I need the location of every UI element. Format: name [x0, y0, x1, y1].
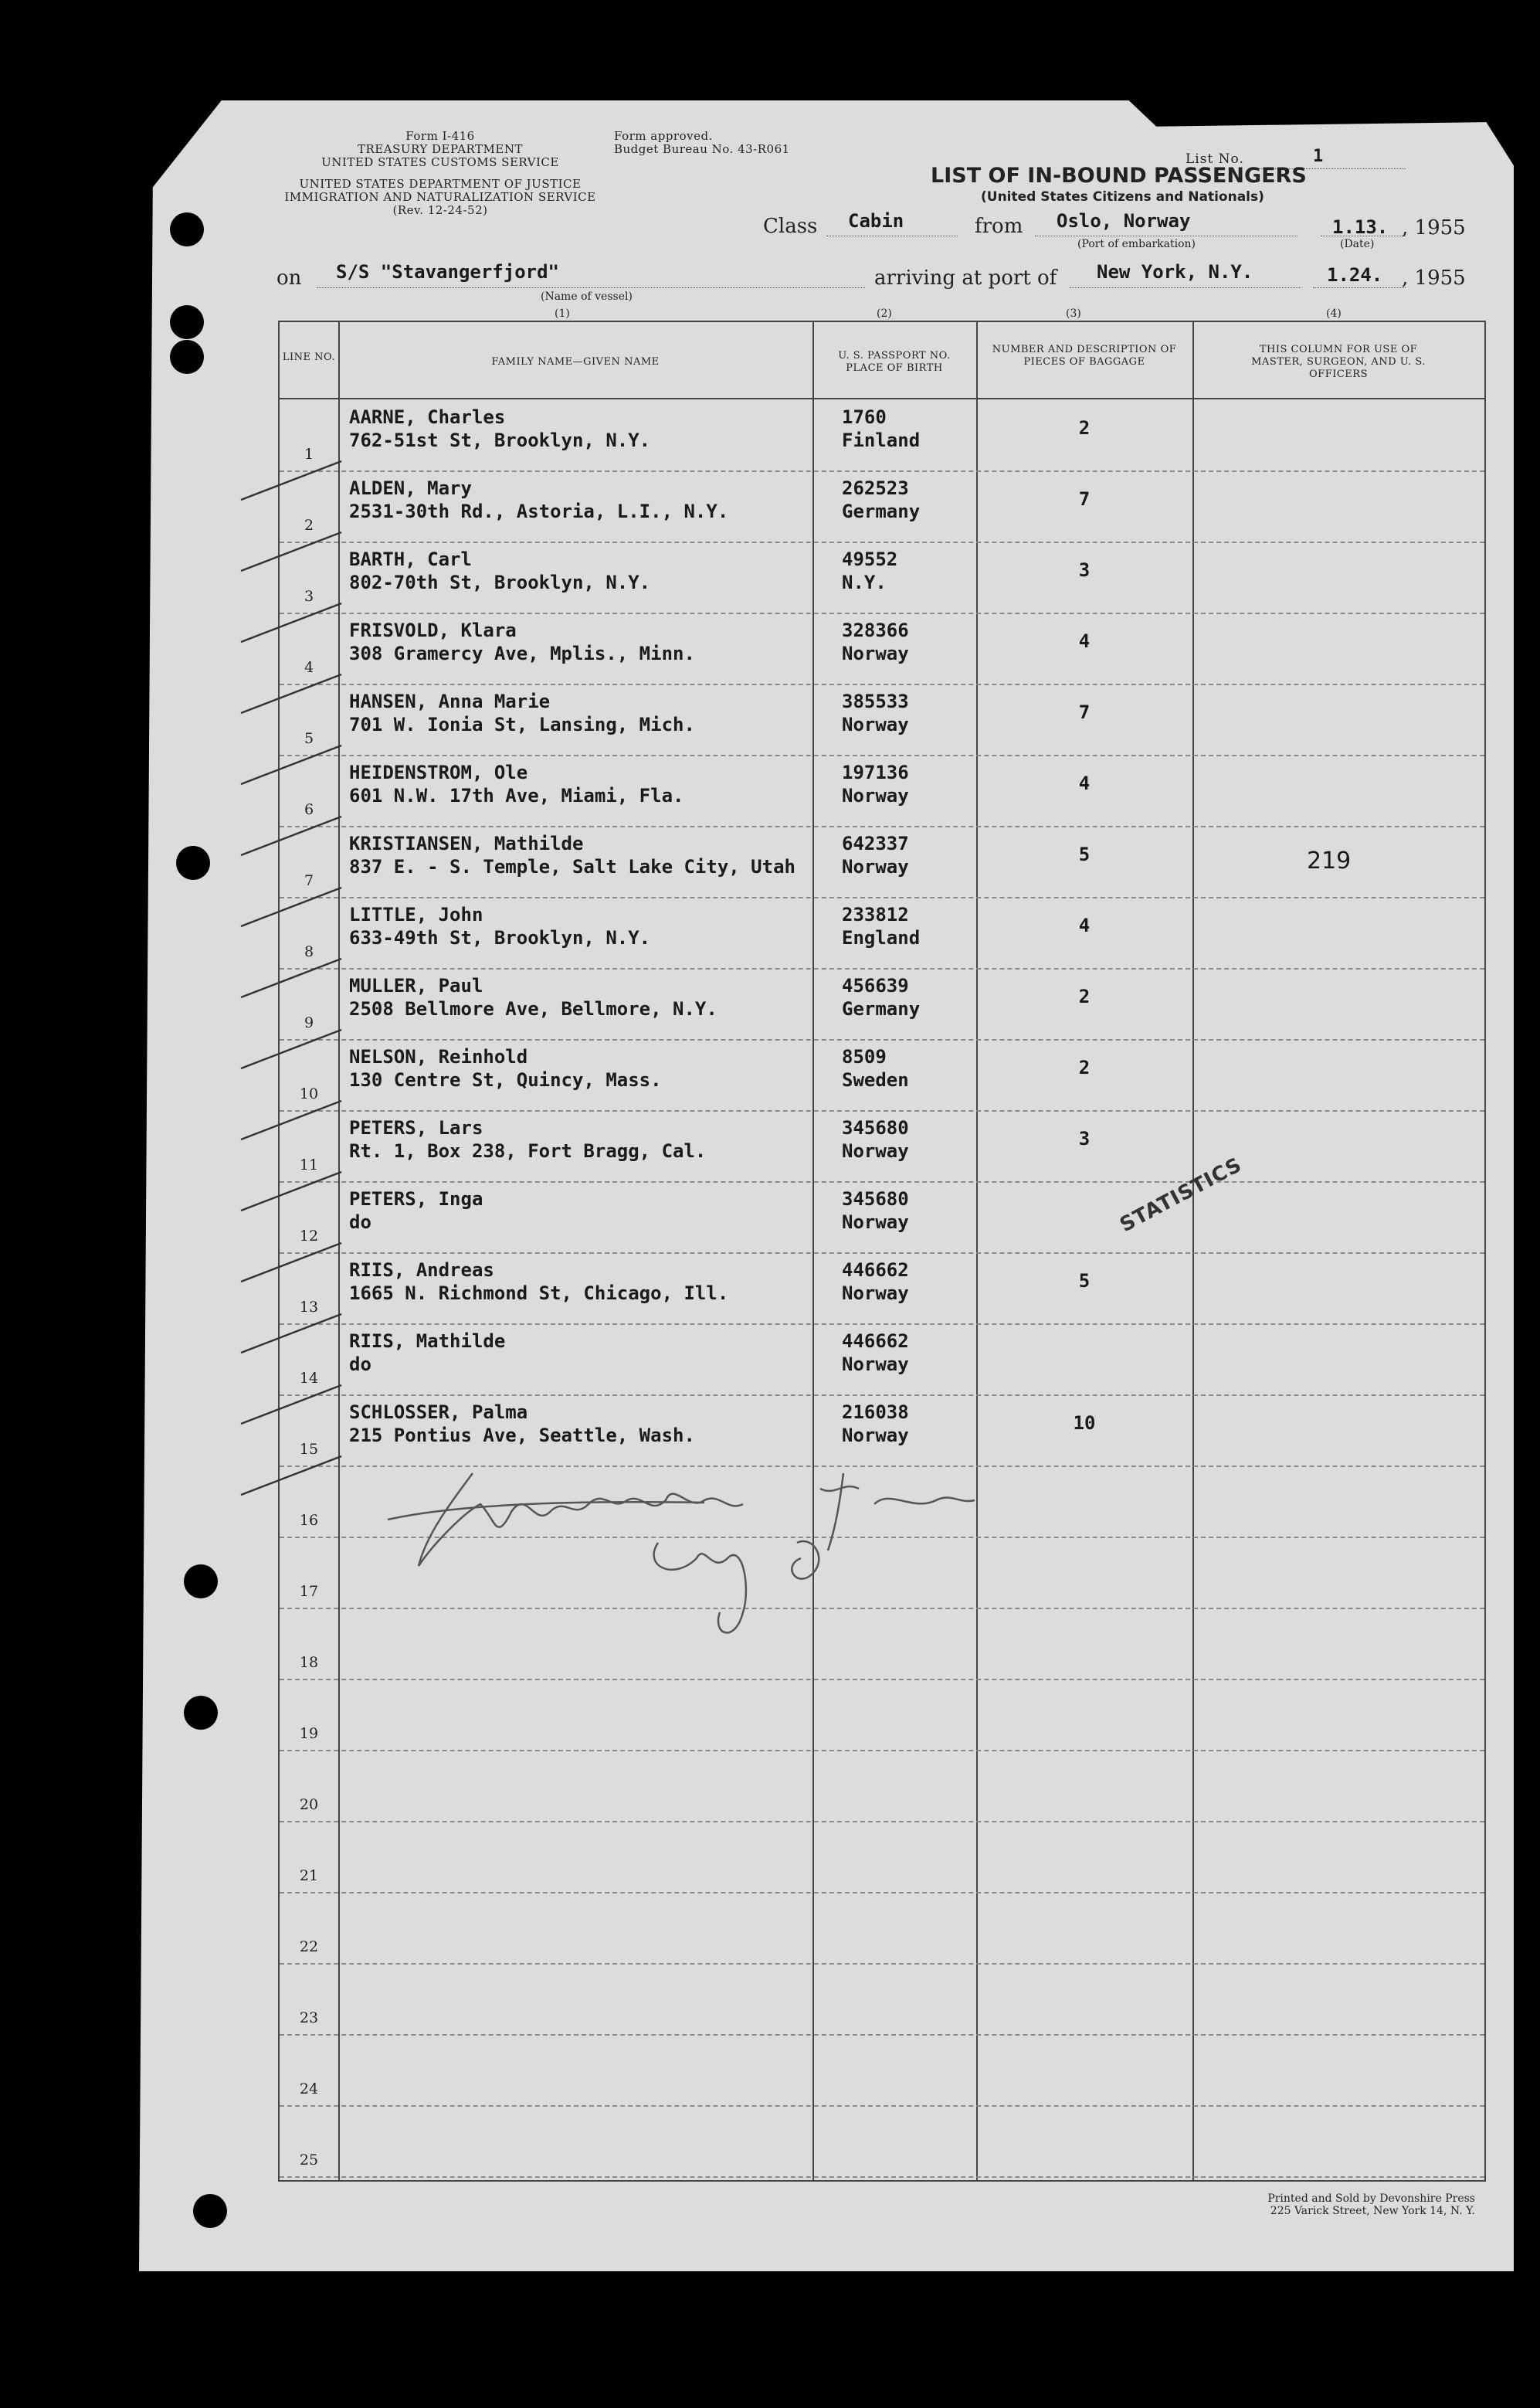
line-number: 1 [304, 446, 314, 463]
table-row [280, 1039, 1484, 1112]
port-caption: (Port of embarkation) [1077, 238, 1196, 250]
printer-line-2: 225 Varick Street, New York 14, N. Y. [1270, 2205, 1475, 2217]
line-number: 9 [304, 1014, 314, 1031]
line-number: 12 [299, 1228, 319, 1245]
line-number: 10 [299, 1085, 319, 1102]
line-number: 16 [299, 1512, 319, 1529]
passport-number: 385533 [842, 691, 909, 712]
col3-num: (3) [1066, 307, 1081, 320]
passenger-table [278, 321, 1486, 2182]
form-number: Form I-416 [405, 129, 475, 143]
place-of-birth: Norway [842, 714, 909, 735]
header-line-no: LINE NO. [282, 352, 336, 363]
passenger-name: RIIS, Mathilde [349, 1330, 506, 1352]
line-number: 5 [304, 730, 314, 747]
passenger-address: 762-51st St, Brooklyn, N.Y. [349, 430, 651, 451]
col2-num: (2) [877, 307, 892, 320]
baggage-count: 3 [1078, 1128, 1091, 1150]
passenger-name: AARNE, Charles [349, 406, 506, 428]
baggage-count: 7 [1078, 701, 1091, 723]
passport-number: 49552 [842, 549, 898, 570]
passenger-address: 215 Pontius Ave, Seattle, Wash. [349, 1425, 695, 1446]
tick-mark [241, 461, 341, 500]
passenger-name: SCHLOSSER, Palma [349, 1401, 528, 1423]
passenger-name: RIIS, Andreas [349, 1259, 494, 1281]
line-number: 23 [299, 2009, 319, 2026]
arrival-year: , 1955 [1402, 267, 1466, 290]
table-row [280, 826, 1484, 898]
line-number: 20 [299, 1796, 319, 1813]
passenger-name: HEIDENSTROM, Ole [349, 762, 528, 783]
vessel-caption: (Name of vessel) [541, 290, 633, 303]
passport-number: 216038 [842, 1401, 909, 1423]
table-row [280, 897, 1484, 970]
punch-hole [193, 2194, 227, 2228]
tick-mark [241, 532, 341, 571]
place-of-birth: England [842, 927, 921, 949]
passenger-name: MULLER, Paul [349, 975, 483, 997]
punch-hole [184, 1696, 218, 1730]
passenger-name: NELSON, Reinhold [349, 1046, 528, 1068]
table-row [280, 1323, 1484, 1396]
passenger-name: BARTH, Carl [349, 549, 472, 570]
on-label: on [276, 267, 302, 290]
baggage-count: 4 [1078, 915, 1091, 936]
baggage-count: 2 [1078, 1057, 1091, 1078]
line-number: 18 [299, 1654, 319, 1671]
tick-mark [241, 603, 341, 642]
table-row [280, 1892, 1484, 1965]
line-number: 19 [299, 1725, 319, 1742]
passport-number: 446662 [842, 1330, 909, 1352]
place-of-birth: Norway [842, 1353, 909, 1375]
passport-number: 345680 [842, 1188, 909, 1210]
header-passport: U. S. PASSPORT NO. PLACE OF BIRTH [838, 350, 951, 374]
punch-hole [170, 305, 204, 339]
place-of-birth: Norway [842, 1211, 909, 1233]
passport-number: 345680 [842, 1117, 909, 1139]
passenger-address: do [349, 1353, 371, 1375]
baggage-count: 10 [1073, 1412, 1096, 1434]
line-number: 25 [299, 2152, 319, 2169]
baggage-count: 5 [1078, 844, 1091, 865]
statistics-stamp: STATISTICS [1116, 1153, 1247, 1238]
arrival-rule [1070, 287, 1301, 288]
baggage-count: 2 [1078, 986, 1091, 1007]
place-of-birth: Germany [842, 998, 921, 1020]
table-row [280, 1181, 1484, 1254]
table-row [280, 470, 1484, 543]
passenger-address: 633-49th St, Brooklyn, N.Y. [349, 927, 651, 949]
line-number: 4 [304, 659, 314, 676]
arrival-date-rule [1313, 287, 1406, 288]
passenger-address: 601 N.W. 17th Ave, Miami, Fla. [349, 785, 684, 807]
list-no-value: 1 [1313, 147, 1324, 166]
passport-number: 456639 [842, 975, 909, 997]
table-row [280, 2105, 1484, 2178]
place-of-birth: Norway [842, 1140, 909, 1162]
page-subtitle: (United States Citizens and Nationals) [981, 189, 1264, 205]
class-label: Class [763, 215, 818, 238]
passenger-address: Rt. 1, Box 238, Fort Bragg, Cal. [349, 1140, 707, 1162]
table-row [280, 2034, 1484, 2107]
passenger-address: 802-70th St, Brooklyn, N.Y. [349, 572, 651, 593]
tick-mark [241, 1456, 341, 1495]
line-number: 15 [299, 1441, 319, 1458]
place-of-birth: Norway [842, 1282, 909, 1304]
baggage-count: 3 [1078, 559, 1091, 581]
passenger-name: PETERS, Inga [349, 1188, 483, 1210]
justice-dept: UNITED STATES DEPARTMENT OF JUSTICE [299, 177, 582, 191]
passenger-address: 130 Centre St, Quincy, Mass. [349, 1069, 662, 1091]
class-value: Cabin [848, 210, 904, 232]
passenger-address: 837 E. - S. Temple, Salt Lake City, Utah [349, 856, 795, 878]
line-number: 24 [299, 2080, 319, 2097]
tick-mark [241, 959, 341, 997]
passport-number: 8509 [842, 1046, 887, 1068]
date-caption: (Date) [1340, 238, 1375, 250]
punch-hole [170, 340, 204, 374]
table-row [280, 1110, 1484, 1183]
list-no-label: List No. [1186, 151, 1244, 167]
punch-hole [170, 212, 204, 246]
arrival-date-value: 1.24. [1327, 264, 1383, 286]
inspector-signature [380, 1458, 1152, 1659]
place-of-birth: N.Y. [842, 572, 887, 593]
passenger-name: HANSEN, Anna Marie [349, 691, 551, 712]
tick-mark [241, 1101, 341, 1139]
tick-marks [226, 399, 380, 1520]
header-name: FAMILY NAME—GIVEN NAME [491, 356, 660, 368]
header-baggage: NUMBER AND DESCRIPTION OF PIECES OF BAGGAGE [992, 344, 1177, 368]
place-of-birth: Norway [842, 1425, 909, 1446]
departure-date-value: 1.13. [1332, 216, 1389, 238]
table-row [280, 684, 1484, 756]
table-row [280, 1750, 1484, 1822]
table-row [280, 542, 1484, 614]
passenger-name: PETERS, Lars [349, 1117, 483, 1139]
from-label: from [975, 215, 1023, 238]
place-of-birth: Finland [842, 430, 921, 451]
line-number: 11 [299, 1156, 319, 1173]
form-approved: Form approved. [614, 129, 713, 143]
table-row [280, 1252, 1484, 1325]
baggage-count: 5 [1078, 1270, 1091, 1292]
tick-mark [241, 817, 341, 855]
place-of-birth: Norway [842, 785, 909, 807]
tick-mark [241, 1385, 341, 1424]
officer-note: 219 [1307, 847, 1352, 875]
printer-imprint [1158, 2192, 1475, 2217]
line-number: 6 [304, 801, 314, 818]
baggage-count: 4 [1078, 630, 1091, 652]
printer-line-1: Printed and Sold by Devonshire Press [1267, 2192, 1475, 2205]
line-number: 2 [304, 517, 314, 534]
customs-service: UNITED STATES CUSTOMS SERVICE [321, 155, 559, 169]
baggage-count: 4 [1078, 773, 1091, 794]
tick-mark [241, 674, 341, 713]
passport-number: 642337 [842, 833, 909, 854]
tick-mark [241, 1314, 341, 1353]
passport-number: 233812 [842, 904, 909, 926]
table-row [280, 1394, 1484, 1467]
table-row [280, 1821, 1484, 1893]
place-of-birth: Germany [842, 501, 921, 522]
passenger-name: KRISTIANSEN, Mathilde [349, 833, 584, 854]
baggage-count: 7 [1078, 488, 1091, 510]
line-number: 8 [304, 943, 314, 960]
ins: IMMIGRATION AND NATURALIZATION SERVICE [284, 190, 596, 204]
port-embarkation-value: Oslo, Norway [1057, 210, 1191, 232]
passenger-address: 2531-30th Rd., Astoria, L.I., N.Y. [349, 501, 729, 522]
passenger-address: 701 W. Ionia St, Lansing, Mich. [349, 714, 695, 735]
revision: (Rev. 12-24-52) [392, 203, 488, 217]
header-officers: THIS COLUMN FOR USE OF MASTER, SURGEON, AND U. S. OFFICERS [1251, 344, 1426, 380]
baggage-count: 2 [1078, 417, 1091, 439]
line-number: 3 [304, 588, 314, 605]
table-row [280, 1963, 1484, 2036]
passport-number: 328366 [842, 620, 909, 641]
vessel-rule [317, 287, 865, 288]
tick-mark [241, 745, 341, 784]
passport-number: 446662 [842, 1259, 909, 1281]
place-of-birth: Sweden [842, 1069, 909, 1091]
line-number: 22 [299, 1938, 319, 1955]
col4-num: (4) [1326, 307, 1342, 320]
passenger-address: 308 Gramercy Ave, Mplis., Minn. [349, 643, 695, 664]
passenger-name: LITTLE, John [349, 904, 483, 926]
place-of-birth: Norway [842, 856, 909, 878]
punch-hole [184, 1564, 218, 1598]
table-row [280, 399, 1484, 472]
arrival-port-value: New York, N.Y. [1097, 261, 1253, 283]
tick-mark [241, 1243, 341, 1282]
line-number: 14 [299, 1370, 319, 1387]
tick-mark [241, 1172, 341, 1211]
passport-number: 1760 [842, 406, 887, 428]
table-row [280, 755, 1484, 827]
place-of-birth: Norway [842, 643, 909, 664]
punch-hole [176, 846, 210, 880]
line-number: 13 [299, 1299, 319, 1316]
line-number: 17 [299, 1583, 319, 1600]
passenger-address: 1665 N. Richmond St, Chicago, Ill. [349, 1282, 729, 1304]
vessel-name-value: S/S "Stavangerfjord" [336, 261, 559, 283]
passenger-name: FRISVOLD, Klara [349, 620, 517, 641]
table-row [280, 613, 1484, 685]
tick-mark [241, 888, 341, 926]
table-row [280, 968, 1484, 1041]
passenger-address: 2508 Bellmore Ave, Bellmore, N.Y. [349, 998, 717, 1020]
tick-mark [241, 1030, 341, 1068]
line-number: 7 [304, 872, 314, 889]
passport-number: 197136 [842, 762, 909, 783]
treasury-dept: TREASURY DEPARTMENT [358, 142, 523, 156]
passenger-name: ALDEN, Mary [349, 477, 472, 499]
page-title: LIST OF IN-BOUND PASSENGERS [931, 164, 1307, 188]
departure-year: , 1955 [1402, 216, 1466, 239]
line-number: 21 [299, 1867, 319, 1884]
passport-number: 262523 [842, 477, 909, 499]
col1-num: (1) [555, 307, 570, 320]
budget-bureau: Budget Bureau No. 43-R061 [614, 142, 790, 156]
table-row [280, 1679, 1484, 1751]
arriving-label: arriving at port of [874, 267, 1057, 290]
passenger-address: do [349, 1211, 371, 1233]
